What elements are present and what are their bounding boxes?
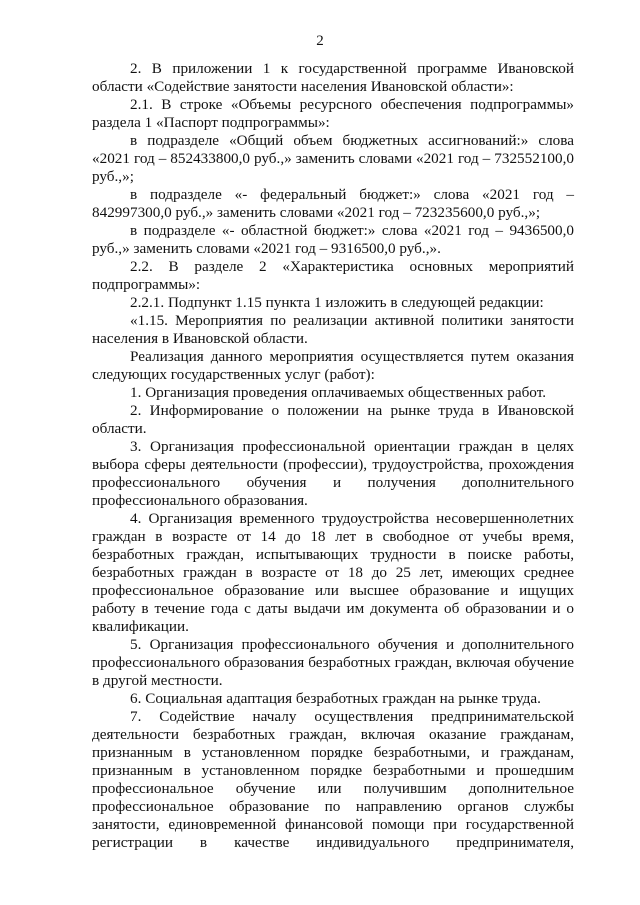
paragraph-subitem-1-15: 2.2.1. Подпункт 1.15 пункта 1 изложить в следующей редакции: [130, 294, 544, 311]
list-item-7: 7. Содействие началу осуществления предпринимательской деятельности безработных граждан, включая оказание гражданам, признанным в установленном порядке безработными, и гражданам, признанным в установленном порядке безработными и прошедшим профессиональное обучение или получившим дополнительное профессиональное образование по направлению органов службы занятости, единовременной финансовой помощи при государственной регистрации в качестве индивидуального предпринимателя, [92, 708, 574, 851]
list-item-4: 4. Организация временного трудоустройства несовершеннолетних граждан в возрасте от 14 до 18 лет в свободное от учебы время, безработных граждан, испытывающих трудности в поиске работы, безработных граждан в возрасте от 18 до 25 лет, имеющих среднее профессиональное образование или высшее образование и ищущих работу в течение года с даты выдачи им документа об образовании и о квалификации. [92, 510, 574, 635]
paragraph-program-appendix: 2. В приложении 1 к государственной программе Ивановской области «Содействие занятости населения Ивановской области»: [92, 60, 574, 95]
paragraph-section-2: 2.2. В разделе 2 «Характеристика основных мероприятий подпрограммы»: [92, 258, 574, 293]
list-item-6: 6. Социальная адаптация безработных граждан на рынке труда. [130, 690, 541, 707]
paragraph-federal-budget: в подразделе «- федеральный бюджет:» слова «2021 год – 842997300,0 руб.,» заменить словами «2021 год – 723235600,0 руб.,»; [92, 186, 574, 221]
list-item-1: 1. Организация проведения оплачиваемых общественных работ. [130, 384, 546, 401]
page-number: 2 [316, 33, 324, 49]
list-item-2: 2. Информирование о положении на рынке труда в Ивановской области. [92, 402, 574, 437]
paragraph-resource-row: 2.1. В строке «Объемы ресурсного обеспечения подпрограммы» раздела 1 «Паспорт подпрограммы»: [92, 96, 574, 131]
paragraph-total-budget: в подразделе «Общий объем бюджетных ассигнований:» слова «2021 год – 852433800,0 руб.,» заменить словами «2021 год – 732552100,0 руб.,»; [92, 132, 574, 185]
paragraph-regional-budget: в подразделе «- областной бюджет:» слова «2021 год – 9436500,0 руб.,» заменить словами «2021 год – 9316500,0 руб.,». [92, 222, 574, 257]
paragraph-measures-heading: «1.15. Мероприятия по реализации активной политики занятости населения в Ивановской области. [92, 312, 574, 347]
list-item-3: 3. Организация профессиональной ориентации граждан в целях выбора сферы деятельности (профессии), трудоустройства, прохождения профессионального обучения и получения дополнительного профессионального образования. [92, 438, 574, 509]
paragraph-services-intro: Реализация данного мероприятия осуществляется путем оказания следующих государственных услуг (работ): [92, 348, 574, 383]
document-body [92, 60, 574, 852]
list-item-5: 5. Организация профессионального обучения и дополнительного профессионального образования безработных граждан, включая обучение в другой местности. [92, 636, 574, 689]
